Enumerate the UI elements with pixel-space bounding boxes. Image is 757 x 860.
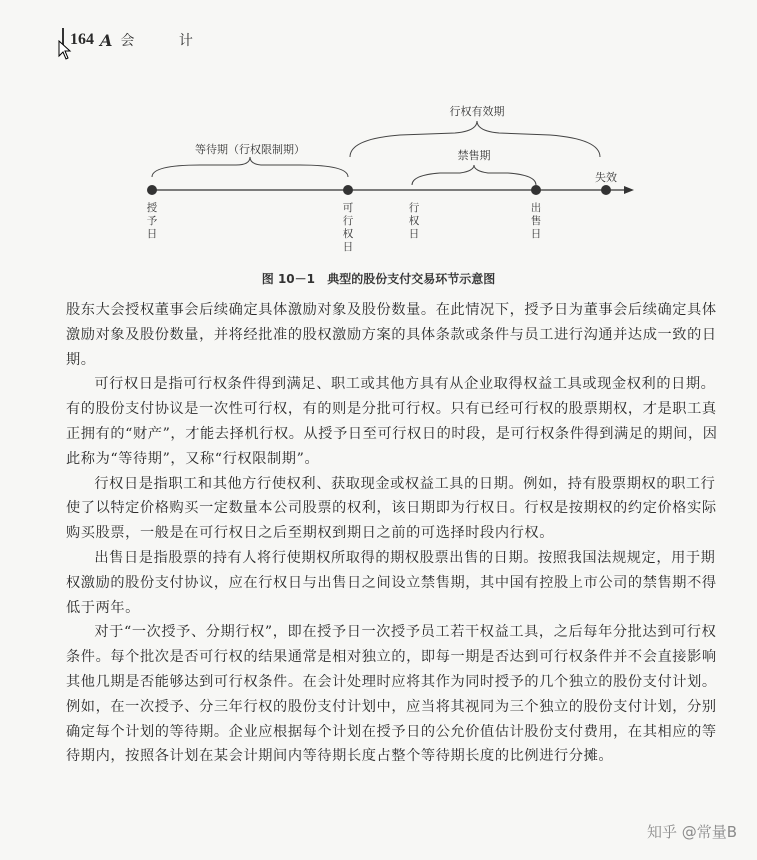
lockup-period-brace: [412, 165, 536, 185]
sale-date-label: 出售日: [530, 202, 542, 240]
grant-date-dot: [147, 185, 157, 195]
exercise-period-label: 行权有效期: [449, 105, 505, 118]
running-title: 会 计: [120, 33, 213, 49]
expire-dot: [601, 185, 611, 195]
publisher-logo: A: [100, 30, 113, 50]
figure-caption: [0, 270, 757, 287]
figure-number: 图 10－1: [261, 272, 316, 286]
page-header: [62, 28, 213, 52]
mouse-cursor-icon: [58, 40, 72, 60]
exercise-date-label: 行权日: [408, 202, 420, 240]
paragraph: 对于“一次授予、分期行权”，即在授予日一次授予员工若干权益工具，之后每年分批达到可行权条件。每个批次是否可行权的结果通常是相对独立的，即每一期是否达到可行权条件并不会直接影响其他几期是否能够达到可行权条件。在会计处理时应将其作为同时授予的几个独立的股份支付计划。例如，在一次授予、分三年行权的股份支付计划中，应当将其视同为三个独立的股份支付计划，分别确定每个计划的等待期。企业应根据每个计划在授予日的公允价值估计股份支付费用，在其相应的等待期内，按照各计划在某会计期间内等待期长度占整个等待期长度的比例进行分摊。: [66, 624, 717, 765]
page-number: 164: [70, 31, 94, 48]
timeline-diagram: [0, 95, 757, 265]
expire-label: 失效: [595, 171, 617, 184]
timeline-arrowhead: [624, 186, 634, 194]
paragraph: 出售日是指股票的持有人将行使期权所取得的期权股票出售的日期。按照我国法规规定，用于期权激励的股份支付协议，应在行权日与出售日之间设立禁售期，其中国有控股上市公司的禁售期不得低于两年。: [66, 549, 717, 616]
vesting-date-label: 可行权日: [342, 202, 354, 253]
vesting-period-brace: [152, 157, 348, 177]
body-text: [66, 298, 718, 769]
figure-title: 典型的股份支付交易环节示意图: [327, 272, 496, 286]
sale-date-dot: [531, 185, 541, 195]
lockup-period-label: 禁售期: [457, 149, 491, 162]
paragraph: 股东大会授权董事会后续确定具体激励对象及股份数量。在此情况下，授予日为董事会后续确定具体激励对象及股份数量，并将经批准的股权激励方案的具体条款或条件与员工进行沟通并达成一致的日期。: [66, 302, 717, 368]
paragraph: 可行权日是指可行权条件得到满足、职工或其他方具有从企业取得权益工具或现金权利的日期。有的股份支付协议是一次性可行权，有的则是分批可行权。只有已经可行权的股票期权，才是职工真正拥有的“财产”，才能去择机行权。从授予日至可行权日的时段，是可行权条件得到满足的期间，因此称为“等待期”，又称“行权限制期”。: [66, 376, 718, 467]
watermark: 知乎 @常量B: [646, 823, 737, 841]
vesting-period-label: 等待期（行权限制期）: [195, 143, 305, 156]
grant-date-label: 授予日: [146, 202, 158, 240]
vesting-date-dot: [343, 185, 353, 195]
paragraph: 行权日是指职工和其他方行使权利、获取现金或权益工具的日期。例如，持有股票期权的职工行使了以特定价格购买一定数量本公司股票的权利，该日期即为行权日。行权是按期权的约定价格实际购买股票，一般是在可行权日之后至期权到期日之前的可选择时段内行权。: [66, 475, 717, 542]
